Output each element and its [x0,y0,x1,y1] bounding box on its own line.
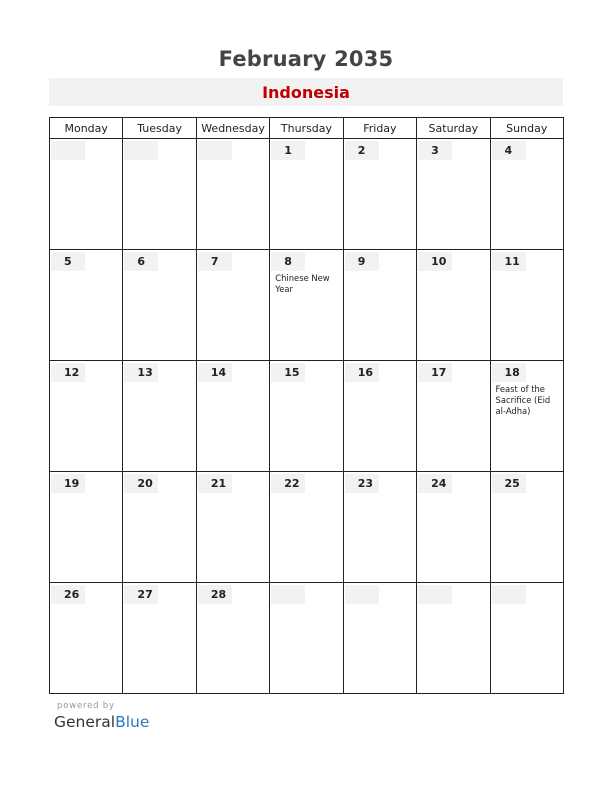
brand-blue: Blue [115,713,150,731]
day-cell [123,472,196,583]
day-cell [50,250,123,361]
day-cell [343,250,416,361]
day-cell [417,139,490,250]
day-cell [123,583,196,694]
day-number [345,585,379,604]
day-number: 4 [492,141,526,160]
brand-logo [54,713,149,731]
day-number: 9 [345,252,379,271]
day-cell [343,139,416,250]
day-number: 24 [418,474,452,493]
day-number [198,141,232,160]
day-number: 12 [51,363,85,382]
day-number: 11 [492,252,526,271]
day-cell [270,361,343,472]
day-cell [270,472,343,583]
day-number: 19 [51,474,85,493]
day-cell [270,250,343,361]
day-number: 14 [198,363,232,382]
day-cell [343,583,416,694]
week-row [50,361,564,472]
day-number: 22 [271,474,305,493]
weekday-header: Wednesday [196,118,269,139]
weekday-header: Monday [50,118,123,139]
powered-by-label: powered by [57,701,115,711]
holiday-label: Chinese New Year [275,273,330,294]
week-row [50,583,564,694]
day-cell [417,472,490,583]
day-number: 28 [198,585,232,604]
day-cell [123,361,196,472]
day-number: 17 [418,363,452,382]
day-cell [490,472,563,583]
day-number: 8 [271,252,305,271]
day-cell [490,250,563,361]
day-cell [417,250,490,361]
day-cell [50,139,123,250]
day-cell [343,472,416,583]
weekday-header-row [50,118,564,139]
day-number: 18 [492,363,526,382]
day-cell [490,139,563,250]
day-number: 26 [51,585,85,604]
weekday-header: Saturday [417,118,490,139]
day-number: 20 [124,474,158,493]
day-number: 7 [198,252,232,271]
day-cell [270,139,343,250]
country-name: Indonesia [262,83,350,102]
day-cell [196,139,269,250]
day-cell [417,583,490,694]
day-cell [196,583,269,694]
day-cell [270,583,343,694]
weekday-header: Friday [343,118,416,139]
calendar-grid [49,117,564,694]
day-number: 13 [124,363,158,382]
weekday-header: Tuesday [123,118,196,139]
day-number: 21 [198,474,232,493]
day-cell [417,361,490,472]
week-row [50,139,564,250]
day-cell [490,361,563,472]
day-cell [123,250,196,361]
day-number: 10 [418,252,452,271]
day-cell [50,361,123,472]
day-number: 2 [345,141,379,160]
day-number: 16 [345,363,379,382]
day-number: 1 [271,141,305,160]
week-row [50,472,564,583]
day-cell [490,583,563,694]
day-number [418,585,452,604]
day-number: 27 [124,585,158,604]
day-cell [196,250,269,361]
day-number: 15 [271,363,305,382]
day-number: 6 [124,252,158,271]
day-cell [196,361,269,472]
country-banner [49,78,563,106]
week-row [50,250,564,361]
day-cell [50,472,123,583]
calendar-body [50,139,564,694]
day-number: 5 [51,252,85,271]
day-cell [50,583,123,694]
day-number [51,141,85,160]
day-cell [343,361,416,472]
day-number [271,585,305,604]
page-title: February 2035 [218,47,394,71]
weekday-header: Sunday [490,118,563,139]
day-number [124,141,158,160]
brand-general: General [54,713,116,731]
day-number: 3 [418,141,452,160]
holiday-label: Feast of the Sacrifice (Eid al-Adha) [495,384,551,416]
weekday-header: Thursday [270,118,343,139]
day-number: 23 [345,474,379,493]
day-cell [123,139,196,250]
day-number: 25 [492,474,526,493]
day-number [492,585,526,604]
day-cell [196,472,269,583]
